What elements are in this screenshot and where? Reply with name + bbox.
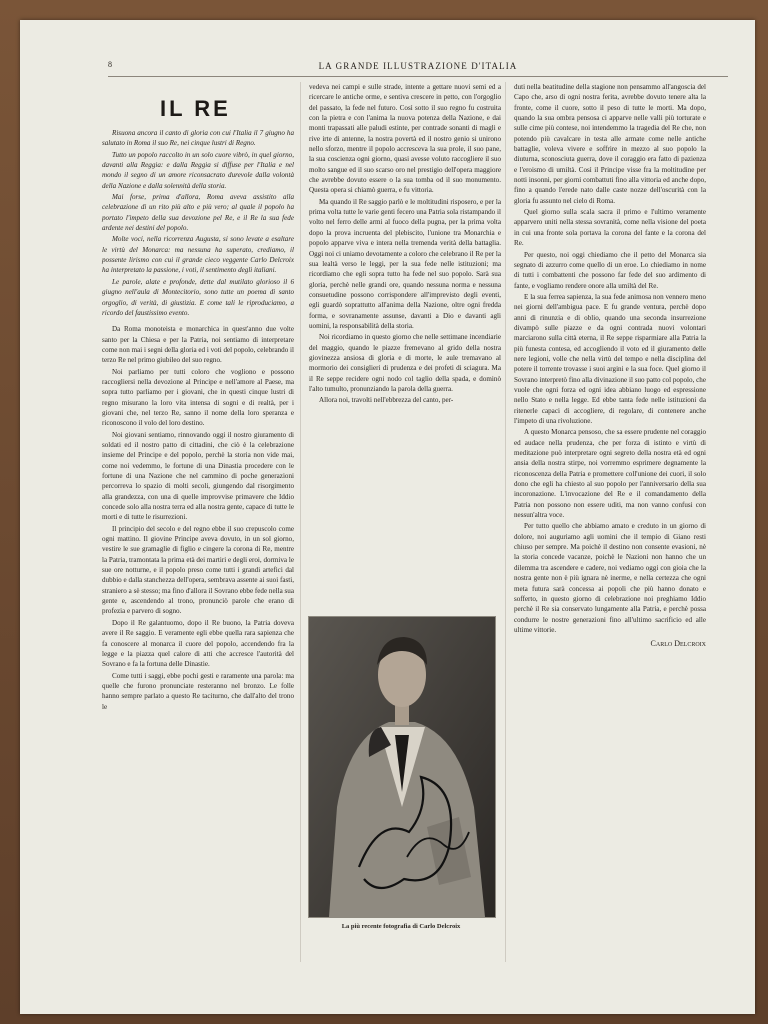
paragraph: duti nella beatitudine della stagione non pensammo all'angoscia del Capo che, arso di ogni nostra ferita, avrebbe dovuto tenere alta la fronte, come il cuore, sotto il peso di tutte le morti. Ma dopo, quando la sua ombra pensosa ci apparve nelle valli più torturate e sulle cime più contese, noi intendemmo la tragedia del Re che, non potendo più cavalcare in testa alle armate come nelle antiche battaglie, voleva vivere e soffrire in mezzo al suo popolo la diuturna, sconosciuta guerra, dove il coraggio era fatto di pazienza e l'eroismo di umiltà. Così il Principe visse fra la moltitudine per notti insonni, per giorni combattuti fino alla vittoria ed anche dopo, fino a quando l'erede nato dalle caste nozze dell'oscurità con la gloria fu assunto nel cielo di Roma. [514, 83, 706, 205]
paragraph: Allora noi, travolti nell'ebbrezza del canto, per- [319, 396, 454, 405]
running-title: LA GRANDE ILLUSTRAZIONE D'ITALIA [318, 61, 518, 71]
paragraph: Dopo il Re galantuomo, dopo il Re buono, la Patria doveva avere il Re saggio. E veramente egli ebbe quella rara sapienza che fa conoscere al monarca il cuore del popolo, accendendo fra la legge e la piazza quel calore di atti che accresce l'autorità del Sovrano e fa la fortuna delle Dinastie. [102, 618, 294, 669]
paragraph: Ma quando il Re saggio parlò e le moltitudini risposero, e per la prima volta tutte le varie genti fecero una Patria sola ristampando il volto nel ferro delle armi al fuoco della pugna, per la prima volta dopo la prova incruenta del plebiscito, l'unione tra Monarchia e popolo apparve viva e intera nella tremenda verità della battaglia. Oggi noi ci uniamo devotamente a coloro che celebrano il Re per la sua lealtà verso le leggi, per la sua fede nelle istituzioni; ma ricordiamo che egli sopra tutto ha fede nel suo popolo. Sarà sua gloria, perchè nelle grandi ore, quando nessuna norma e nessuna consuetudine possono corrispondere all'imprevisto degli eventi, egli guardò soprattutto all'anima della Nazione, oltre ogni fredda forma, e sovranamente assunse, davanti a Dio e davanti agli uomini, la responsabilità della storia. [309, 197, 501, 330]
article-title: IL RE [160, 96, 231, 121]
paragraph: Quel giorno sulla scala sacra il primo e l'ultimo veramente apparvero uniti nella stessa sovranità, come nella visione del poeta in cui una fronte sola portava la corona del fante e la corona del Re. [514, 208, 706, 248]
portrait-image [309, 617, 495, 917]
author-signature: Carlo Delcroix [650, 639, 706, 649]
paragraph: A questo Monarca pensoso, che sa essere prudente nel coraggio ed audace nella prudenza, che per forza di istinto e virtù di meditazione può interpretare ogni segreto della nostra età ed ogni ansia della nostra stirpe, noi vorremmo esprimere degnamente la riconoscenza della Patria e promettere coll'unione dei cuori, il solo dono che egli ha chiesto al suo popolo per l'anniversario della sua incoronazione. L'invocazione del Re e il comandamento della Patria non possono non essere uditi, ma non vanno confusi con nessun'altra voce. [514, 428, 706, 520]
paragraph: Tutto un popolo raccolto in un solo cuore vibrò, in quel giorno, davanti alla Reggia: e dalla Reggia si diffuse per l'Italia e nel mondo il segno di un amore riconsacrato durevole dalla volontà della Nazione e dalla solennità della storia. [102, 150, 294, 190]
page-number: 8 [108, 60, 112, 69]
magazine-page [20, 20, 755, 1014]
column-rule [300, 82, 301, 962]
paragraph: Per questo, noi oggi chiediamo che il petto del Monarca sia segnato di azzurro come quello di un eroe. Lo chiediamo in nome di tutti i combattenti che possono far fede del suo ardimento di fante, e vogliamo rendere onore alla umiltà del Re. [514, 250, 706, 290]
column-1 [102, 82, 294, 712]
paragraph: Mai forse, prima d'allora, Roma aveva assistito alla celebrazione di un rito più alto e più vero; al quale il popolo ha portato l'impeto della sua devozione pel Re, e il Re la sua fede ardente nei destini del popolo. [102, 193, 294, 233]
photo-caption: La più recente fotografia di Carlo Delcroix [341, 923, 461, 930]
page-header [108, 60, 728, 77]
paragraph: Come tutti i saggi, ebbe pochi gesti e raramente una parola: ma quelle che furono pronunciate resteranno nel bronzo. Le folle hanno sempre parlato a questo Re taciturno, che dall'alto del trono le [102, 671, 294, 711]
paragraph: Per tutto quello che abbiamo amato e creduto in un giorno di dolore, noi auguriamo agli uomini che il tempio di Giano resti chiuso per sempre. Ma poichè il destino non consente evasioni, nè la storia concede vacanze, poichè le Nazioni non hanno che un dilemma tra ascendere e cadere, noi vediamo oggi con gioia che la nostra gente non è più ignara nè inerme, e nella certezza che ogni meta futura sarà concessa ai popoli che più hanno donato e sofferto, in questo giorno di celebrazione noi preghiamo Iddio perchè il Re sia conservato lungamente alla Patria, e perchè possa condurre le nostre generazioni fino all'ultimo sacrificio ed alle ultime vittorie. [514, 522, 706, 634]
paragraph: Noi parliamo per tutti coloro che vogliono e possono raccogliersi nella devozione al Principe e nell'amore al Paese, ma sopra tutto parliamo per i giovani, che in questi cinque lustri di regno misurano la loro vita intensa di sogni e di realtà, per i giovani che, nel terzo Re, sanno il nome della loro speranza e riconoscono il volo del loro destino. [102, 367, 294, 428]
column-3 [514, 82, 706, 650]
paragraph: Molte voci, nella ricorrenza Augusta, si sono levate a esaltare le virtù del Monarca: ma nessuna ha superato, crediamo, il possente lirismo con cui il grande cieco veggente Carlo Delcroix ha interpretato la passione, i voti, il sentimento degli italiani. [102, 235, 294, 275]
paragraph: Il principio del secolo e del regno ebbe il suo crepuscolo come ogni mattino. Il giovine Principe aveva dovuto, in un sol giorno, vestire le sue gramaglie di figlio e cingere la corona di Re, mentre la Patria, tramontata la prima età dei martiri e degli eroi, dormiva le sue ore notturne, e il popolo preso come tutti i grandi artefici dal dubbio e dalla stanchezza dell'opera, sembrava assente ai suoi fasti, straniero a sè stesso; ma fino d'allora il Sovrano ebbe fede nella sua gente e, ascendendo al trono, pronunciò parole che erano di profezia e parvero di sogno. [102, 524, 294, 616]
paragraph: Le parole, alate e profonde, dette dal mutilato glorioso il 6 giugno nell'aula di Montecitorio, sono tutte un poema di santo orgoglio, di verità, di giustizia. E come tali le riproduciamo, a ricordo del faustissimo evento. [102, 277, 294, 317]
paragraph: Noi ricordiamo in questo giorno che nelle settimane incendiarie del maggio, quando le piazze fremevano al grido della nostra giovinezza ansiosa di gloria e di morte, le aule tremavano al mormorio dei consiglieri di prudenza e dei profeti di sciagura. Ma il Re seppe recidere ogni nodo col taglio della spada, e dominò l'alto tumulto, pronunziando la parola della guerra. [309, 333, 501, 393]
column-rule [505, 82, 506, 962]
column-2 [309, 82, 501, 652]
article-intro [102, 128, 294, 318]
paragraph: Noi giovani sentiamo, rinnovando oggi il nostro giuramento di soldati ed il nostro patto di cittadini, che ciò è la celebrazione insieme del Principe e del popolo, perchè la storia non vide mai, come noi vedemmo, le fortune di una Dinastia procedere con le fortune di una Nazione che nel cammino di poche generazioni percorreva lo spazio di molti secoli, giungendo dal risorgimento alla grandezza, con una di quelle improvvise primavere che Iddio concede solo alla nostra terra ed alla nostra gente, capace di tutte le morti e di tutte le risurrezioni. [102, 430, 294, 522]
paragraph: vedeva nei campi e sulle strade, intente a gettare nuovi semi ed a ricercare le antiche orme, e sentiva crescere in petto, con l'orgoglio del passato, la fede nel futuro. Così sotto il suo regno fu costruita con la pietra e con l'anima la nuova potenza della Nazione, e dai monti trapassati alle paludi estinte, per contrade sonanti di magli e rive irte di antenne, la nostra povertà ed il nostro genio si unirono nello sforzo, mentre il popolo accresceva la sua prole, il suo pane, la sua coscienza ogni giorno, quasi avesse voluto raccogliere il suo molto sangue ed il suo scarso oro nel prestigio dell'opera maggiore che avrebbe dovuto essere o la sua tomba od il suo monumento. Questa opera si chiamò guerra, e fu vittoria. [309, 83, 501, 195]
paragraph: Risuona ancora il canto di gloria con cui l'Italia il 7 giugno ha salutato in Roma il suo Re, nei cinque lustri di Regno. [102, 129, 294, 148]
paragraph: Da Roma monoteista e monarchica in quest'anno due volte santo per la Chiesa e per la Patria, noi sentiamo di interpretare come non mai i segni della gloria ed i voti del popolo, celebrando il terzo Re nel primo giubileo del suo regno. [102, 325, 294, 365]
portrait-photo [308, 616, 496, 918]
paragraph: E la sua ferrea sapienza, la sua fede animosa non vennero meno nei giorni dell'ambigua pace. E fu grande ventura, perchè dopo anni di rinunzia e di oblio, quando una seconda insurrezione divampò sulle piazze e da ogni contrada nuovi volontari marciarono sulla città eterna, il Re seppe risparmiare alla Patria la più funesta contesa, ed accogliendo il voto ed il giuramento delle nere legioni, volle che nella virtù del tempo e nella disciplina del potere il torrente trovasse i suoi argini e la sua foce. Quel giorno il Sovrano interpretò fino alla divinazione il suo patto col popolo, che vuole che ogni forza ed ogni idea abbiano luogo ed espressione nello Stato e nella legge. Ed ebbe tanta fede nelle istituzioni da ritenerle capaci di accogliere, di regolare, di contenere anche l'impeto di una rivoluzione. [514, 292, 706, 425]
